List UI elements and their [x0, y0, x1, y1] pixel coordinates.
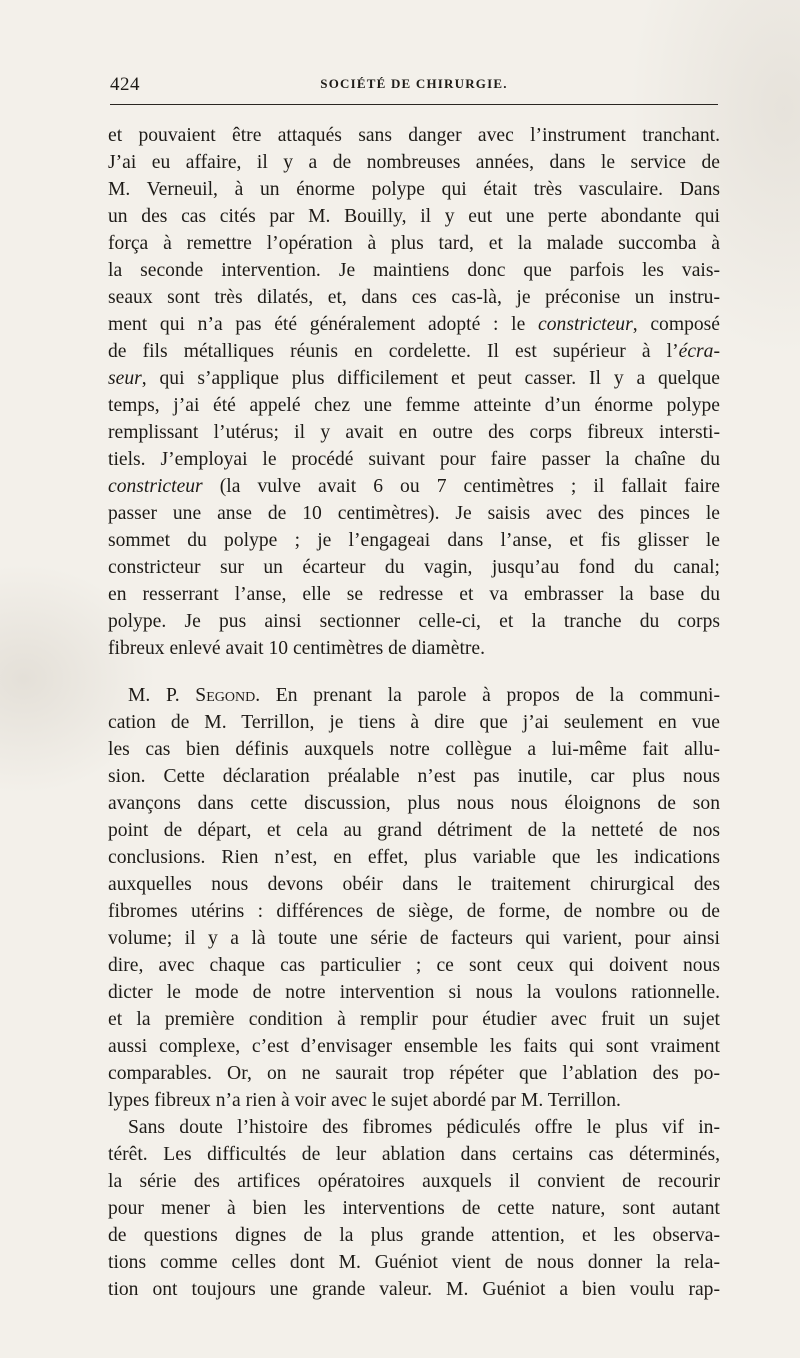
- text-line: térêt. Les difficultés de leur ablation dans certains cas déterminés,: [108, 1144, 720, 1165]
- text-line: de questions dignes de la plus grande attention, et les observa-: [108, 1225, 720, 1246]
- text-line: et la première condition à remplir pour étudier avec fruit un sujet: [108, 1009, 720, 1030]
- text-line: [108, 338, 720, 365]
- text-line: constricteur sur un écarteur du vagin, jusqu’au fond du canal;: [108, 557, 720, 578]
- text-segment: ment qui n’a pas été généralement adopté : le: [108, 314, 539, 335]
- text-line: auxquelles nous devons obéir dans le traitement chirurgical des: [108, 874, 720, 895]
- text-line: conclusions. Rien n’est, en effet, plus variable que les indications: [108, 847, 720, 868]
- text-segment: (la vulve avait 6 ou 7 centimètres ; il fallait faire: [202, 476, 720, 497]
- text-segment: , composé: [632, 314, 720, 335]
- text-line: point de départ, et cela au grand détriment de la netteté de nos: [108, 820, 720, 841]
- text-line: tiels. J’employai le procédé suivant pour faire passer la chaîne du: [108, 449, 720, 470]
- page-number: 424: [110, 74, 140, 95]
- text-line: aussi complexe, c’est d’envisager ensemble les faits qui sont vraiment: [108, 1036, 720, 1057]
- text-line: sommet du polype ; je l’engageai dans l’anse, et fis glisser le: [108, 530, 720, 551]
- text-segment: . En prenant la parole à propos de la communi-: [255, 685, 720, 706]
- text-line: fibromes utérins : différences de siège, de forme, de nombre ou de: [108, 901, 720, 922]
- paragraph-gap: [108, 662, 720, 682]
- text-line: fibreux enlevé avait 10 centimètres de diamètre.: [108, 638, 486, 659]
- italic-term: seur: [108, 368, 142, 389]
- text-line: la série des artifices opératoires auxquels il convient de recourir: [108, 1171, 720, 1192]
- running-title: SOCIÉTÉ DE CHIRURGIE.: [320, 76, 508, 91]
- text-line: polype. Je pus ainsi sectionner celle-ci, et la tranche du corps: [108, 611, 720, 632]
- text-line: força à remettre l’opération à plus tard, et la malade succomba à: [108, 233, 720, 254]
- text-line: un des cas cités par M. Bouilly, il y eut une perte abondante qui: [108, 206, 720, 227]
- text-line: les cas bien définis auxquels notre collègue a lui-même fait allu-: [108, 739, 720, 760]
- text-line: J’ai eu affaire, il y a de nombreuses années, dans le service de: [108, 152, 720, 173]
- text-line: comparables. Or, on ne saurait trop répéter que l’ablation des po-: [108, 1063, 720, 1084]
- text-line: pour mener à bien les interventions de cette nature, sont autant: [108, 1198, 720, 1219]
- text-line: avançons dans cette discussion, plus nous nous éloignons de son: [108, 793, 720, 814]
- paragraph: [108, 682, 720, 1114]
- italic-term: constricteur: [108, 476, 203, 497]
- body-text: [108, 122, 720, 1303]
- text-line: temps, j’ai été appelé chez une femme atteinte d’un énorme polype: [108, 395, 720, 416]
- text-line: [108, 473, 720, 500]
- text-line: seaux sont très dilatés, et, dans ces cas-là, je préconise un instru-: [108, 287, 720, 308]
- text-line: [108, 365, 720, 392]
- header-rule: [110, 104, 718, 105]
- text-line: [108, 311, 720, 338]
- text-line: dicter le mode de notre intervention si nous la voulons rationnelle.: [108, 982, 720, 1003]
- text-line: cation de M. Terrillon, je tiens à dire que j’ai seulement en vue: [108, 712, 720, 733]
- speaker-name: M. P. Segond: [128, 685, 256, 706]
- text-line: passer une anse de 10 centimètres). Je saisis avec des pinces le: [108, 503, 720, 524]
- text-line: tions comme celles dont M. Guéniot vient de nous donner la rela-: [108, 1252, 720, 1273]
- paragraph: [108, 122, 720, 662]
- text-line: volume; il y a là toute une série de facteurs qui varient, pour ainsi: [108, 928, 720, 949]
- text-line: dire, avec chaque cas particulier ; ce sont ceux qui doivent nous: [108, 955, 720, 976]
- text-line: en resserrant l’anse, elle se redresse et va embrasser la base du: [108, 584, 720, 605]
- text-segment: de fils métalliques réunis en cordelette. Il est supérieur à l’: [108, 341, 679, 362]
- italic-term: constricteur: [538, 314, 633, 335]
- text-segment: , qui s’applique plus difficilement et peut casser. Il y a quelque: [141, 368, 720, 389]
- text-line: Sans doute l’histoire des fibromes pédiculés offre le plus vif in-: [128, 1117, 720, 1138]
- text-line: M. Verneuil, à un énorme polype qui était très vasculaire. Dans: [108, 179, 720, 200]
- text-line: remplissant l’utérus; il y avait en outre des corps fibreux intersti-: [108, 422, 720, 443]
- page-header: [110, 72, 718, 100]
- text-line: tion ont toujours une grande valeur. M. Guéniot a bien voulu rap-: [108, 1279, 720, 1300]
- text-line: [108, 682, 720, 709]
- text-line: la seconde intervention. Je maintiens donc que parfois les vais-: [108, 260, 720, 281]
- text-line: et pouvaient être attaqués sans danger avec l’instrument tranchant.: [108, 125, 720, 146]
- text-line: sion. Cette déclaration préalable n’est pas inutile, car plus nous: [108, 766, 720, 787]
- italic-term: écra-: [678, 341, 720, 362]
- text-line: lypes fibreux n’a rien à voir avec le sujet abordé par M. Terrillon.: [108, 1090, 621, 1111]
- paragraph: [108, 1114, 720, 1303]
